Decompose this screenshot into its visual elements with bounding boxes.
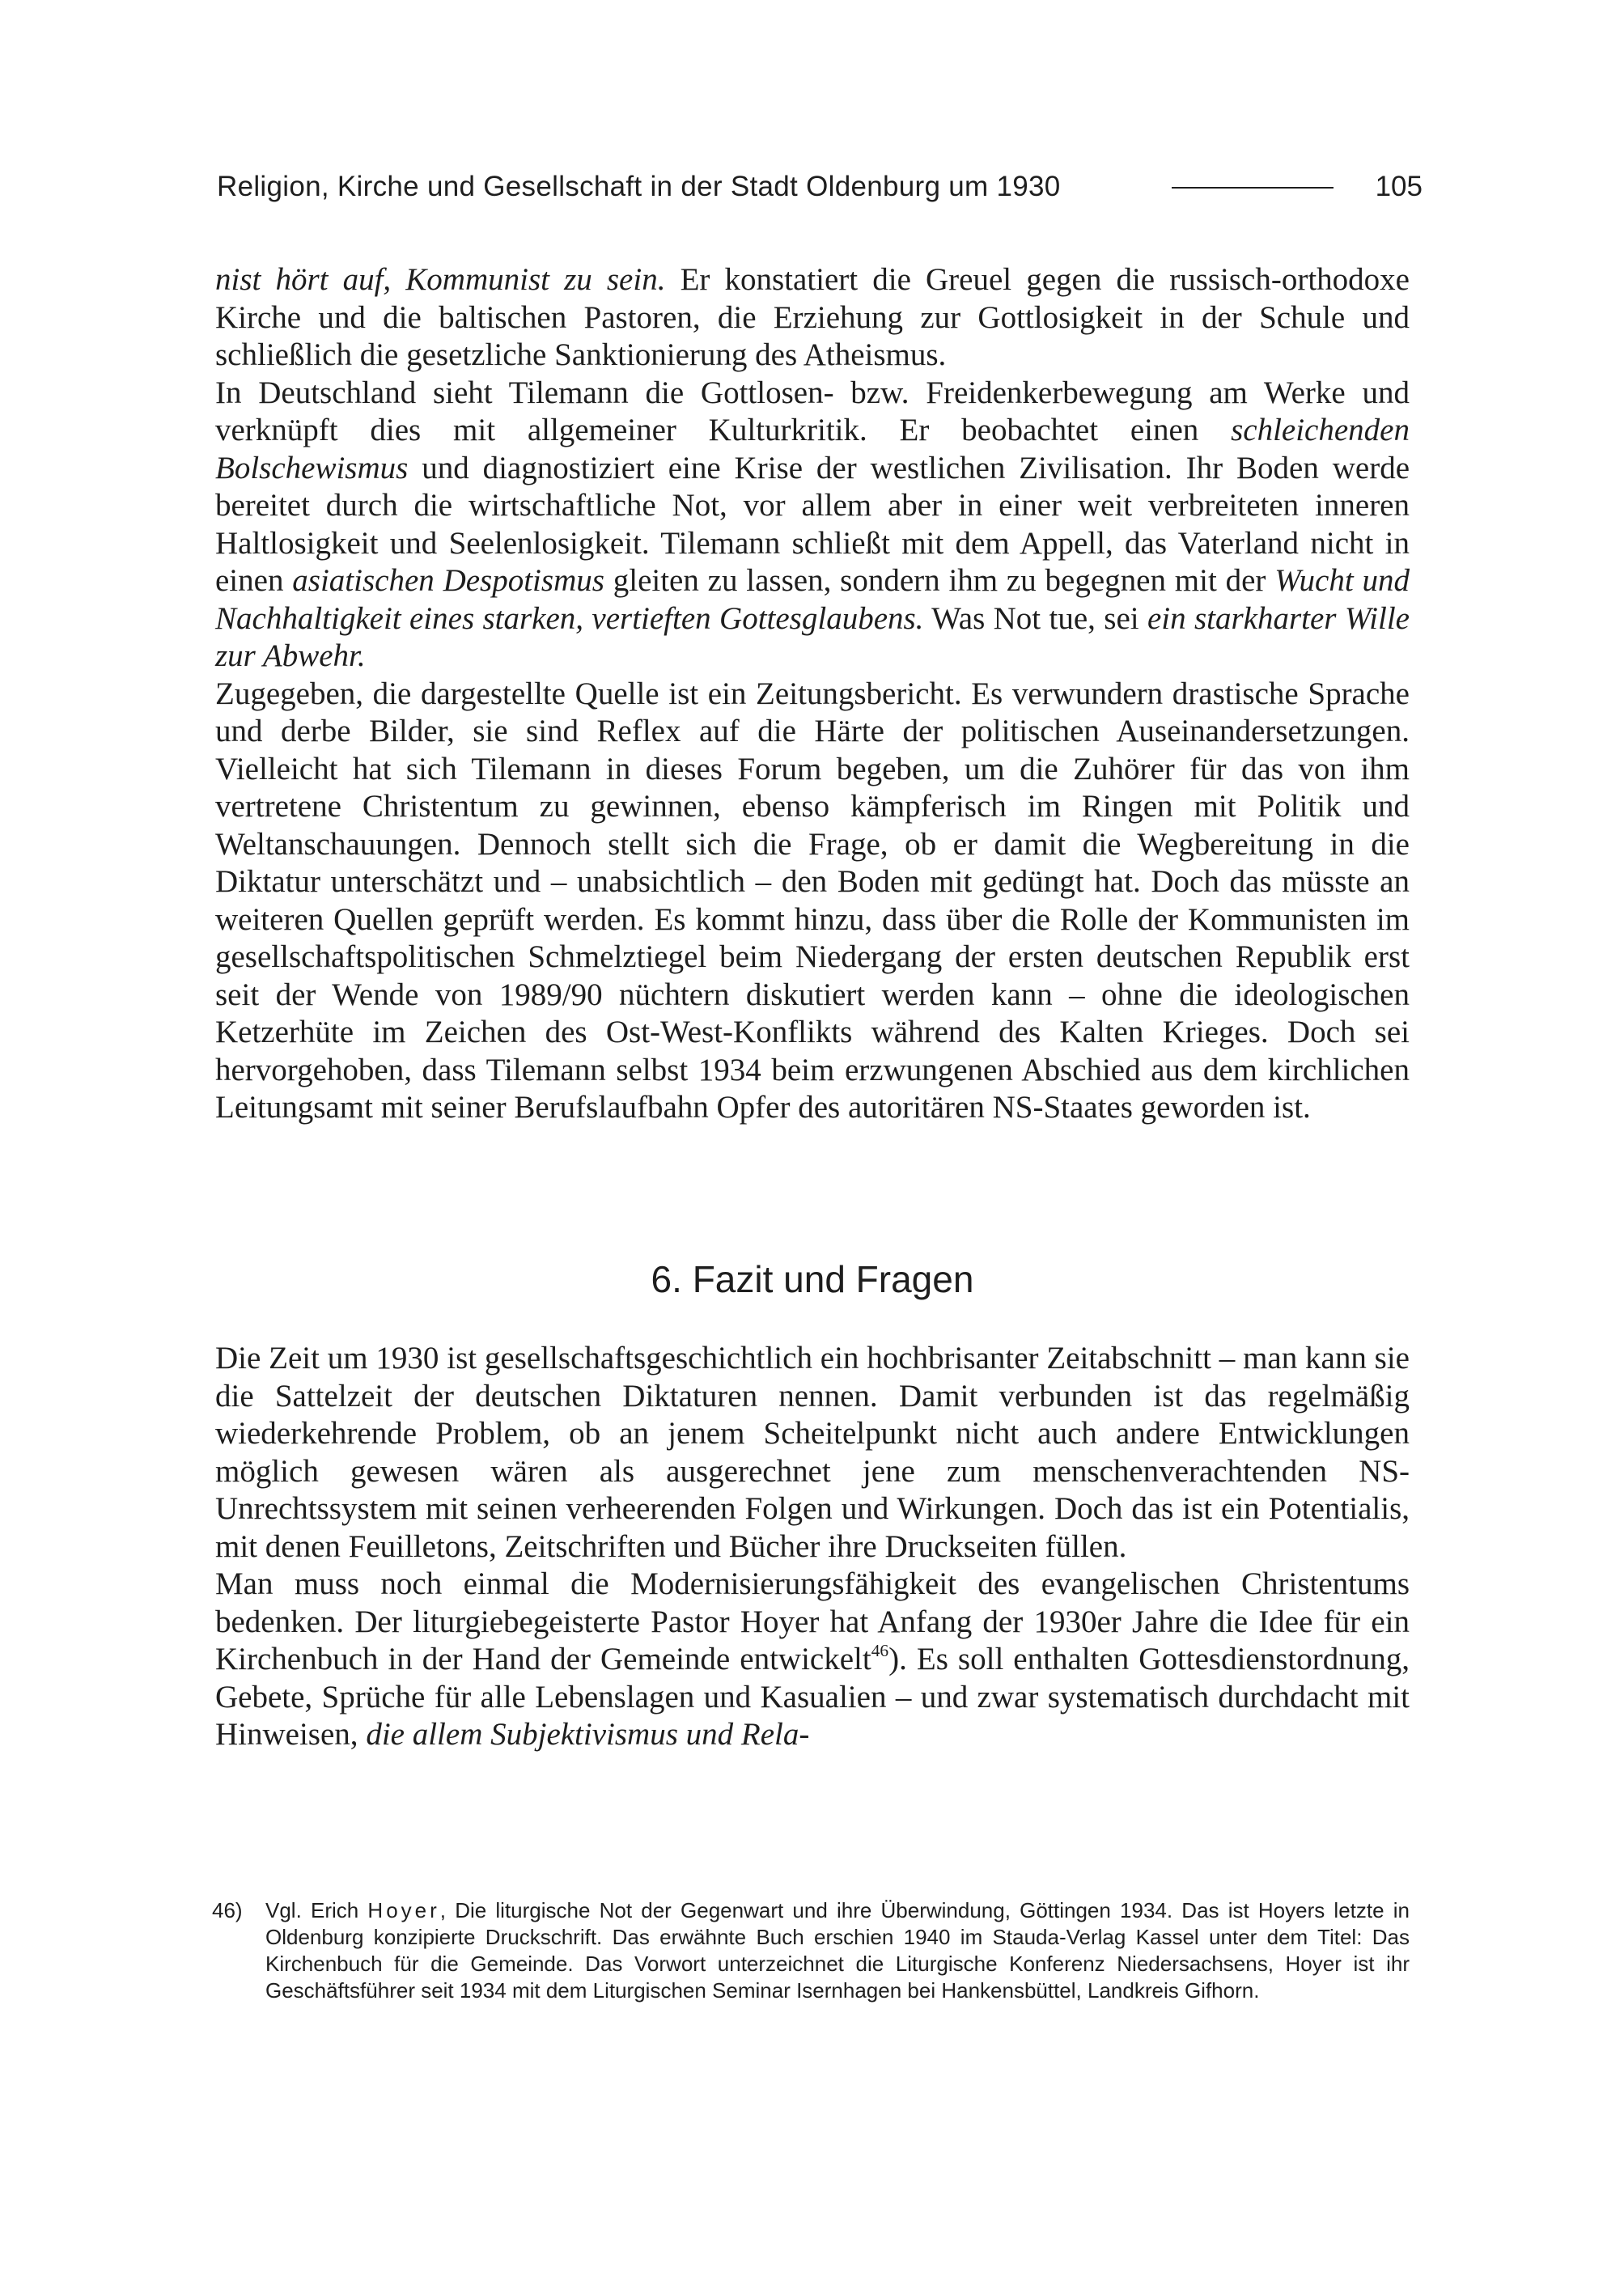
- section-heading: 6. Fazit und Fragen: [651, 1258, 974, 1300]
- text-run: Vgl. Erich: [265, 1898, 368, 1922]
- italic-quote: schleichenden Bolschewismus: [215, 413, 1410, 485]
- italic-quote: asiatischen Despotismus: [292, 563, 604, 598]
- paragraph-2: [215, 375, 1410, 676]
- italic-quote: nist hört auf, Kommunist zu sein.: [215, 262, 666, 297]
- text-run: Er konstatiert die Greuel gegen die russisch-orthodoxe Kirche und die baltischen Pastoren, die Erziehung zur Gottlosigkeit in der Schule und schließlich die gesetzliche Sanktionierung des Atheismus.: [215, 262, 1410, 372]
- italic-quote: die allem Subjektivismus und Rela-: [366, 1717, 810, 1752]
- body-text-bottom: [215, 1340, 1410, 1754]
- paragraph-3: Zugegeben, die dargestellte Quelle ist ein Zeitungsbericht. Es verwundern drastische Sprache und derbe Bilder, sie sind Reflex auf die Härte der politischen Auseinandersetzungen. Vielleicht hat sich Tilemann in dieses Forum begeben, um die Zuhörer für das von ihm vertretene Christentum zu gewinnen, ebenso kämpferisch im Ringen mit Politik und Weltanschauungen. Dennoch stellt sich die Frage, ob er damit die Wegbereitung in die Diktatur unterschätzt und – unabsichtlich – den Boden mit gedüngt hat. Doch das müsste an weiteren Quellen geprüft werden. Es kommt hinzu, dass über die Rolle der Kommunisten im gesellschaftspolitischen Schmelztiegel beim Niedergang der ersten deutschen Republik erst seit der Wende von 1989/90 nüchtern diskutiert werden kann – ohne die ideologischen Ketzerhüte im Zeichen des Ost-West-Konflikts während des Kalten Krieges. Doch sei hervorgehoben, dass Tilemann selbst 1934 beim erzwungenen Abschied aus dem kirchlichen Leitungsamt mit seiner Berufslaufbahn Opfer des autoritären NS-Staates geworden ist.: [215, 676, 1410, 1125]
- header-rule: [1172, 187, 1334, 189]
- paragraph-5: [215, 1566, 1410, 1754]
- page-header: [217, 167, 1423, 207]
- italic-quote: ein starkharter Wille zur Abwehr.: [215, 600, 1410, 673]
- footnote-text: [265, 1897, 1410, 2004]
- running-title: Religion, Kirche und Gesellschaft in der Stadt Oldenburg um 1930: [217, 171, 1061, 202]
- body-text-top: [215, 261, 1410, 1127]
- footnote-46: [212, 1897, 1410, 2004]
- footnote-reference[interactable]: 46: [871, 1640, 889, 1660]
- paragraph-4: Die Zeit um 1930 ist gesellschaftsgeschichtlich ein hochbrisanter Zeitabschnitt – man kann sie die Sattelzeit der deutschen Diktaturen nennen. Damit verbunden ist das regelmäßig wiederkehrende Problem, ob an jenem Scheitelpunkt nicht auch andere Entwicklungen möglich gewesen wären als ausgerechnet jene zum menschenverachtenden NS-Unrechtssystem mit seinen verheerenden Folgen und Wirkungen. Doch das ist ein Potentialis, mit denen Feuilletons, Zeitschriften und Bücher ihre Druckseiten füllen.: [215, 1341, 1410, 1564]
- text-run: Was Not tue, sei: [923, 600, 1147, 636]
- italic-quote: Wucht und Nachhaltigkeit eines starken, vertieften Gottesglaubens.: [215, 563, 1410, 636]
- text-run: , Die liturgische Not der Gegenwart und ihre Überwindung, Göttingen 1934. Das ist Hoyers letzte in Oldenburg konzipierte Druckschrift. Das erwähnte Buch erschien 1940 im Stauda-Verlag Kassel unter dem Titel: Das Kirchenbuch für die Gemeinde. Das Vorwort unterzeichnet die Liturgische Konferenz Niedersachsens, Hoyer ist ihr Geschäftsführer seit 1934 mit dem Liturgischen Seminar Isernhagen bei Hankensbüttel, Landkreis Gifhorn.: [265, 1898, 1410, 2003]
- text-run: gleiten zu lassen, sondern ihm zu begegnen mit der: [604, 563, 1275, 598]
- paragraph-1: [215, 261, 1410, 375]
- footnote-number: 46): [212, 1898, 243, 1922]
- text-run: und diagnostiziert eine Krise der westlichen Zivilisation. Ihr Boden werde bereitet durch die wirtschaftliche Not, vor allem aber in einer weit verbreiteten inneren Haltlosigkeit und Seelenlosigkeit. Tilemann schließt mit dem Appell, das Vaterland nicht in einen: [215, 450, 1410, 598]
- text-run: ). Es soll enthalten Gottesdienstordnung, Gebete, Sprüche für alle Lebenslagen und Kasualien – und zwar systematisch durchdacht mit Hinweisen,: [215, 1642, 1410, 1752]
- text-run: In Deutschland sieht Tilemann die Gottlosen- bzw. Freidenkerbewegung am Werke und verknüpft dies mit allgemeiner Kulturkritik. Er beobachtet einen: [215, 375, 1410, 447]
- page-number: 105: [1375, 171, 1423, 202]
- text-run: Man muss noch einmal die Modernisierungsfähigkeit des evangelischen Christentums bedenken. Der liturgiebegeisterte Pastor Hoyer hat Anfang der 1930er Jahre die Idee für ein Kirchenbuch in der Hand der Gemeinde entwickelt: [215, 1566, 1410, 1676]
- author-name: Hoyer: [367, 1898, 440, 1922]
